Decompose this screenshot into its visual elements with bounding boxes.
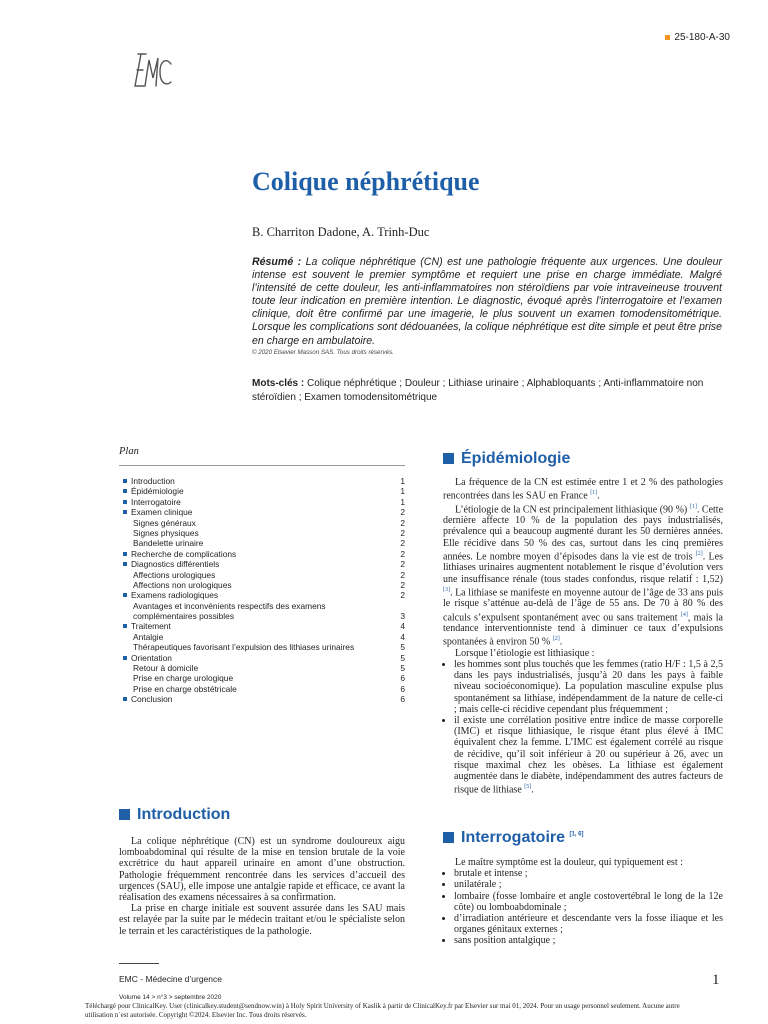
toc-item-page: 2: [400, 538, 405, 549]
reference-code: 25-180-A-30: [674, 32, 730, 43]
toc-item-page: 2: [400, 559, 405, 570]
paragraph: La fréquence de la CN est estimée entre 1 et 2 % des pathologies rencontrées dans les SAU en France [1].: [443, 477, 723, 502]
toc-item-page: 2: [400, 548, 405, 559]
toc-item-page: 2: [400, 569, 405, 580]
keywords: [252, 377, 722, 404]
toc-item[interactable]: [119, 486, 405, 496]
abstract: [252, 256, 722, 348]
toc-bullet-icon: [123, 479, 127, 483]
list-item: • brutale et intense ;: [454, 868, 723, 879]
section-heading-interrogatoire: Interrogatoire [1, 6]: [443, 829, 583, 847]
keywords-label: Mots-clés :: [252, 378, 305, 389]
toc-item-page: 3: [400, 611, 405, 622]
toc-item-label: Thérapeutiques favorisant l’expulsion des lithiases urinaires: [133, 642, 355, 653]
toc-item[interactable]: [119, 590, 405, 600]
toc-item-label: Antalgie: [133, 631, 164, 642]
list-item: • il existe une corrélation positive entre indice de masse corporelle (IMC) et risque lithiasique, le risque étant plus élevé à IMC équivalent chez la femme. L’IMC est également corrélé au risque de récidive, qu’il soit inférieur à 20 ou supérieur à 26, avec un risque maximal chez les obèses. La lithiase est également augmentée dans le diabète, indépendamment des autres facteurs de risque de lithiase [5].: [454, 715, 723, 796]
toc-bullet-icon: [123, 510, 127, 514]
section-marker-icon: [119, 809, 130, 820]
abstract-text: La colique néphrétique (CN) est une pathologie fréquente aux urgences. Une douleur intense est souvent le premier symptôme et requiert une prise en charge immédiate. Malgré l’intensité de cette douleur, les anti-inflammatoires non stéroïdiens par voie intraveineuse trouvent toute leur indication en première intention. Le diagnostic, évoqué après l’interrogatoire et l’examen clinique, doit être confirmé par une imagerie, le plus souvent un examen tomodensitométrique. Lorsque les complications sont dédouanées, la colique néphrétique est dite simple et peut être prise en charge en ambulatoire.: [252, 256, 723, 347]
toc-item-label: Avantages et inconvénients respectifs des examens: [133, 600, 326, 611]
keywords-text: Colique néphrétique ; Douleur ; Lithiase urinaire ; Alphabloquants ; Anti-inflammatoire non stéroïdien ; Examen tomodensitométrique: [252, 378, 704, 403]
citation[interactable]: [5]: [524, 784, 532, 791]
toc-bullet-icon: [123, 500, 127, 504]
citation[interactable]: [1]: [689, 503, 697, 510]
citation[interactable]: [4]: [680, 611, 688, 618]
paragraph: L’étiologie de la CN est principalement lithiasique (90 %) [1]. Cette dernière affecte 10 % de la population des pays industrialisés, prévalence qui a beaucoup augmenté durant les 50 dernières années. Elle récidive dans 50 % des cas, surtout dans les cinq premières années. Le nombre moyen d’épisodes dans la vie est de trois [2]. Les lithiases urinaires augmentent notablement le risque d’évolution vers une insuffisance rénale (tous stades confondus, risque relatif : 1,52) [3]. La lithiase se manifeste en moyenne autour de l’âge de 33 ans puis le risque s’atténue au-delà de l’âge de 55 ans. De 70 à 80 % des calculs s’expulsent spontanément avec ou sans traitement [4], mais la tendance interventionniste tend à diminuer ce taux d’expulsions spontanées à environ 50 % [2].: [443, 503, 724, 648]
citation[interactable]: [2]: [552, 636, 560, 643]
toc-item-page: 2: [400, 579, 405, 590]
document-reference: [665, 32, 730, 43]
toc-item[interactable]: [119, 570, 405, 580]
plan-divider: [119, 465, 405, 466]
toc-bullet-icon: [123, 489, 127, 493]
toc-item-label: Prise en charge urologique: [133, 673, 234, 684]
toc-item[interactable]: [119, 621, 405, 631]
authors: B. Charriton Dadone, A. Trinh-Duc: [252, 225, 430, 239]
footer-divider: [119, 963, 159, 964]
journal-name: EMC - Médecine d’urgence: [119, 974, 222, 984]
toc-item-page: 6: [400, 694, 405, 705]
paragraph: La prise en charge initiale est souvent assurée dans les SAU mais est relayée par la suite par le médecin traitant et/ou le spécialiste selon le terrain et les caractéristiques de la pathologie.: [119, 903, 405, 937]
plan-title: Plan: [119, 446, 139, 457]
toc-item-label: Signes généraux: [133, 517, 196, 528]
toc-item-page: 5: [400, 663, 405, 674]
toc-item[interactable]: [119, 653, 405, 663]
toc-item-page: 1: [400, 486, 405, 497]
toc-item-label: Examen clinique: [131, 507, 193, 518]
toc-item-label: Épidémiologie: [131, 486, 184, 497]
toc-item[interactable]: [119, 507, 405, 517]
toc-item-label: complémentaires possibles: [133, 611, 235, 622]
toc-item[interactable]: [119, 518, 405, 528]
introduction-body: [119, 836, 405, 937]
toc-list: [119, 476, 405, 705]
toc-item-label: Retour à domicile: [133, 663, 199, 674]
toc-item[interactable]: [119, 632, 405, 642]
toc-item[interactable]: [119, 673, 405, 683]
download-notice: Téléchargé pour ClinicalKey. User (clinicalkey.student@sendnow.win) à Holy Spirit University of Kaslik à partir de ClinicalKey.fr par Elsevier sur mai 01, 2024. Pour un usage personnel seulement. Aucune autre utilisation n´est autorisée. Copyright ©2024. Elsevier Inc. Tous droits réservés.: [85, 1002, 680, 1019]
toc-bullet-icon: [123, 697, 127, 701]
toc-item-label: Examens radiologiques: [131, 590, 219, 601]
toc-item-label: Affections urologiques: [133, 569, 216, 580]
citation[interactable]: [3]: [443, 586, 450, 593]
epidemiologie-body: [443, 477, 723, 796]
toc-item-page: 1: [400, 496, 405, 507]
paragraph: Le maître symptôme est la douleur, qui typiquement est :: [455, 857, 683, 868]
toc-item[interactable]: [119, 684, 405, 694]
toc-item[interactable]: [119, 528, 405, 538]
interrogatoire-body: [443, 857, 723, 947]
toc-bullet-icon: [123, 593, 127, 597]
toc-item-page: 2: [400, 590, 405, 601]
list-item: • les hommes sont plus touchés que les femmes (ratio H/F : 1,5 à 2,5 dans les pays industrialisés, jusqu’à 20 dans les pays à faible niveau socioéconomique). La population masculine expulse plus spontanément sa lithiase, indépendamment de la nature de celle-ci ; mais celle-ci récidive cependant plus fréquemment ;: [454, 659, 723, 715]
toc-bullet-icon: [123, 562, 127, 566]
paragraph: La colique néphrétique (CN) est un syndrome douloureux aigu lomboabdominal qui résulte de la mise en tension brutale de la voie excrétrice du haut appareil urinaire en amont d’une obstruction. Pathologie fréquemment rencontrée dans les services d’accueil des urgences (SAU), elle impose une antalgie rapide et efficace, ce avant la réalisation des examens nécessaires à sa confirmation.: [119, 836, 405, 904]
toc-item-page: 5: [400, 652, 405, 663]
emc-logo: [127, 48, 175, 92]
citation[interactable]: [2]: [695, 550, 703, 557]
volume-info: Volume 14 > n°3 > septembre 2020: [119, 994, 222, 1001]
abstract-label: Résumé :: [252, 256, 302, 268]
table-of-contents: [119, 446, 405, 705]
copyright: © 2020 Elsevier Masson SAS. Tous droits réservés.: [252, 349, 394, 356]
section-heading-introduction: Introduction: [119, 806, 230, 824]
paragraph: Lorsque l’étiologie est lithiasique :: [455, 647, 595, 659]
toc-item[interactable]: [119, 580, 405, 590]
toc-item[interactable]: [119, 549, 405, 559]
toc-item-label: Traitement: [131, 621, 171, 632]
toc-item-label: Introduction: [131, 476, 175, 486]
toc-item[interactable]: [119, 559, 405, 569]
toc-item-page: 2: [400, 507, 405, 518]
toc-item-label: Recherche de complications: [131, 548, 237, 559]
toc-item-page: 6: [400, 683, 405, 694]
toc-item-label: Conclusion: [131, 694, 173, 705]
toc-item-label: Prise en charge obstétricale: [133, 683, 237, 694]
toc-item[interactable]: [119, 611, 405, 621]
orange-square-icon: [665, 35, 670, 40]
toc-item-label: Signes physiques: [133, 527, 199, 538]
toc-item[interactable]: [119, 601, 405, 611]
toc-item-label: Diagnostics différentiels: [131, 559, 220, 570]
toc-item-page: 6: [400, 673, 405, 684]
list-item: • d’irradiation antérieure et descendante vers la fosse iliaque et les organes génitaux externes ;: [454, 913, 723, 935]
section-heading-epidemiologie: Épidémiologie: [443, 450, 570, 468]
toc-item[interactable]: [119, 476, 405, 486]
section-marker-icon: [443, 453, 454, 464]
toc-item[interactable]: [119, 642, 405, 652]
list-item: • unilatérale ;: [454, 879, 723, 890]
toc-item[interactable]: [119, 694, 405, 704]
bullet-list: [443, 868, 723, 946]
citation[interactable]: [1, 6]: [569, 831, 584, 838]
toc-item-page: 5: [400, 642, 405, 653]
toc-item-label: Orientation: [131, 652, 172, 663]
toc-bullet-icon: [123, 656, 127, 660]
toc-item[interactable]: [119, 663, 405, 673]
bullet-list: [443, 659, 723, 796]
toc-item[interactable]: [119, 538, 405, 548]
toc-item-label: Interrogatoire: [131, 496, 181, 507]
list-item: • lombaire (fosse lombaire et angle costovertébral le long de la 12e côte) ou lomboabdominale ;: [454, 891, 723, 913]
toc-item-page: 2: [400, 527, 405, 538]
toc-item-page: 4: [400, 631, 405, 642]
toc-item-label: Affections non urologiques: [133, 579, 232, 590]
toc-item-page: 2: [400, 517, 405, 528]
page-number: 1: [712, 972, 720, 988]
article-title: Colique néphrétique: [252, 167, 480, 196]
list-item: • sans position antalgique ;: [454, 935, 723, 946]
toc-item[interactable]: [119, 497, 405, 507]
section-marker-icon: [443, 832, 454, 843]
citation[interactable]: [1]: [590, 490, 598, 497]
toc-item-page: 4: [400, 621, 405, 632]
toc-item-page: 1: [400, 476, 405, 486]
toc-bullet-icon: [123, 552, 127, 556]
toc-bullet-icon: [123, 624, 127, 628]
toc-item-label: Bandelette urinaire: [133, 538, 204, 549]
